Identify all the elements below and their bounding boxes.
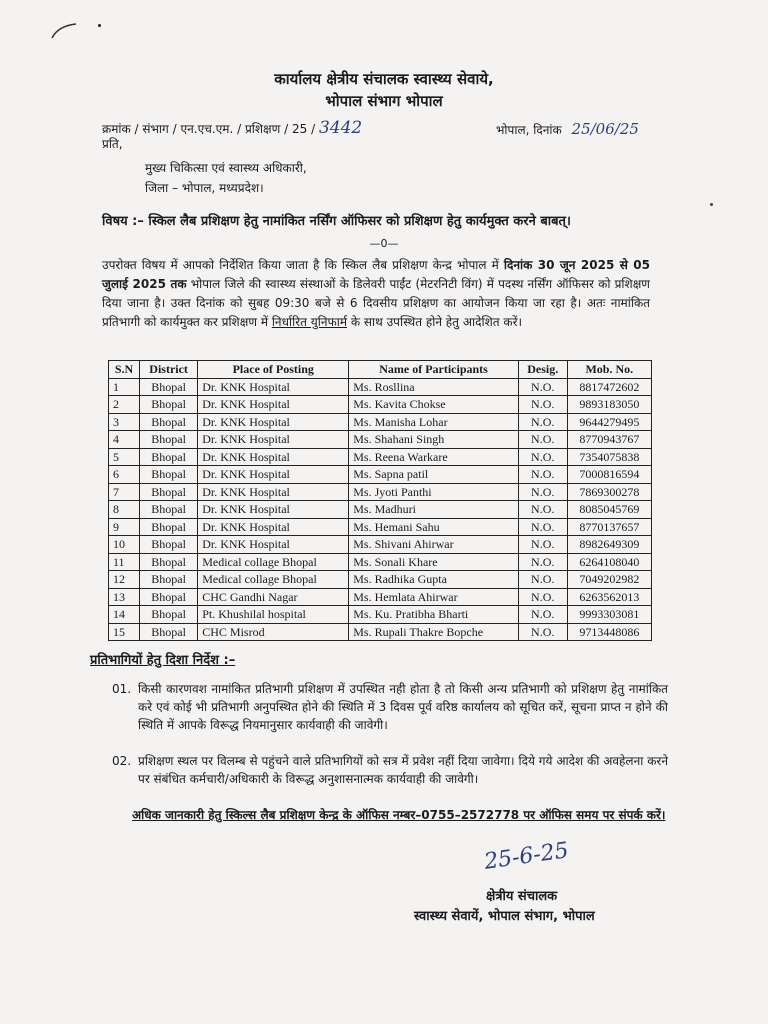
cell-name: Ms. Kavita Chokse: [349, 396, 519, 414]
date-label: भोपाल, दिनांक: [496, 123, 562, 137]
reference-prefix: क्रमांक / संभाग / एन.एच.एम. / प्रशिक्षण / 25 /: [102, 122, 316, 136]
cell-district: Bhopal: [140, 623, 198, 641]
table-row: [109, 483, 652, 501]
cell-desig: N.O.: [518, 606, 567, 624]
cell-desig: N.O.: [518, 501, 567, 519]
contact-note: अधिक जानकारी हेतु स्किल्स लैब प्रशिक्षण केन्द्र के ऑफिस नम्बर–0755–2572778 पर ऑफिस समय पर संपर्क करें।: [132, 808, 666, 822]
cell-desig: N.O.: [518, 396, 567, 414]
cell-sn: 12: [109, 571, 140, 589]
cell-desig: N.O.: [518, 553, 567, 571]
cell-sn: 10: [109, 536, 140, 554]
cell-sn: 2: [109, 396, 140, 414]
instruction-number: 01.: [112, 682, 132, 696]
cell-mobile: 6264108040: [567, 553, 651, 571]
cell-district: Bhopal: [140, 501, 198, 519]
addressee-line1: मुख्य चिकित्सा एवं स्वास्थ्य अधिकारी,: [145, 161, 307, 175]
date-line: [496, 120, 639, 138]
instruction-text: प्रशिक्षण स्थल पर विलम्ब से पहुंचने वाले प्रतिभागियों को सत्र में प्रवेश नहीं दिया जावेगा। दिये गये आदेश की अवहेलना करने पर संबंधित कर्मचारी/अधिकारी के विरूद्ध अनुशासनात्मक कार्यवाही की जावेगी।: [138, 754, 668, 786]
cell-district: Bhopal: [140, 518, 198, 536]
cell-mobile: 7869300278: [567, 483, 651, 501]
cell-name: Ms. Jyoti Panthi: [349, 483, 519, 501]
cell-sn: 8: [109, 501, 140, 519]
signatory-title: क्षेत्रीय संचालक: [486, 889, 558, 904]
cell-name: Ms. Ku. Pratibha Bharti: [349, 606, 519, 624]
cell-sn: 13: [109, 588, 140, 606]
cell-mobile: 7354075838: [567, 448, 651, 466]
cell-name: Ms. Rosllina: [349, 378, 519, 396]
body-part3: के साथ उपस्थित होने हेतु आदेशित करें।: [350, 315, 523, 329]
reference-line: [102, 118, 362, 138]
cell-district: Bhopal: [140, 588, 198, 606]
cell-district: Bhopal: [140, 413, 198, 431]
addressee-line2: जिला – भोपाल, मध्यप्रदेश।: [145, 181, 264, 195]
cell-mobile: 6263562013: [567, 588, 651, 606]
cell-desig: N.O.: [518, 518, 567, 536]
table-row: [109, 536, 652, 554]
instruction-number: 02.: [112, 754, 132, 768]
reference-number: 3442: [318, 118, 363, 138]
cell-district: Bhopal: [140, 553, 198, 571]
table-row: [109, 378, 652, 396]
table-row: [109, 466, 652, 484]
cell-place: Pt. Khushilal hospital: [198, 606, 349, 624]
cell-sn: 15: [109, 623, 140, 641]
cell-desig: N.O.: [518, 536, 567, 554]
cell-sn: 3: [109, 413, 140, 431]
table-row: [109, 413, 652, 431]
cell-mobile: 8770943767: [567, 431, 651, 449]
cell-mobile: 7000816594: [567, 466, 651, 484]
header-name: Name of Participants: [349, 361, 519, 379]
to-label: प्रति,: [102, 137, 123, 151]
header-mobile: Mob. No.: [567, 361, 651, 379]
cell-mobile: 9713448086: [567, 623, 651, 641]
cell-name: Ms. Shahani Singh: [349, 431, 519, 449]
body-dates: दिनांक 30 जून 2025 से 05 जुलाई 2025 तक: [102, 258, 650, 291]
cell-mobile: 9644279495: [567, 413, 651, 431]
table-row: [109, 448, 652, 466]
cell-desig: N.O.: [518, 413, 567, 431]
cell-place: Dr. KNK Hospital: [198, 466, 349, 484]
cell-district: Bhopal: [140, 536, 198, 554]
office-header-line2: भोपाल संभाग भोपाल: [325, 92, 443, 110]
cell-name: Ms. Shivani Ahirwar: [349, 536, 519, 554]
cell-place: Medical collage Bhopal: [198, 553, 349, 571]
cell-place: Dr. KNK Hospital: [198, 536, 349, 554]
table-row: [109, 518, 652, 536]
cell-place: Dr. KNK Hospital: [198, 518, 349, 536]
header-desig: Desig.: [518, 361, 567, 379]
cell-sn: 5: [109, 448, 140, 466]
cell-place: Dr. KNK Hospital: [198, 483, 349, 501]
cell-place: CHC Misrod: [198, 623, 349, 641]
table-row: [109, 431, 652, 449]
cell-mobile: 8982649309: [567, 536, 651, 554]
body-part2: भोपाल जिले की स्वास्थ्य संस्थाओं के डिलेवरी पाईंट (मेटरनिटी विंग) में पदस्थ नर्सिंग ऑफिसर को प्रशिक्षण दिया जाना है। उक्त दिनांक को सुबह 09:30 बजे से 6 दिवसीय प्रशिक्षण का आयोजन किया जा रहा है। अतः नामांकित प्रतिभागी को कार्यमुक्त कर प्रशिक्षण में: [102, 277, 650, 329]
cell-sn: 6: [109, 466, 140, 484]
ink-dot: [710, 203, 713, 206]
office-header-line1: कार्यालय क्षेत्रीय संचालक स्वास्थ्य सेवाये,: [274, 70, 494, 88]
instruction-item: [112, 752, 668, 788]
instructions-title: प्रतिभागियों हेतु दिशा निर्देश :–: [90, 653, 236, 668]
cell-district: Bhopal: [140, 606, 198, 624]
signature-handwritten: 25-6-25: [482, 838, 571, 875]
participants-table: [108, 360, 652, 641]
table-row: [109, 501, 652, 519]
cell-sn: 14: [109, 606, 140, 624]
cell-name: Ms. Rupali Thakre Bopche: [349, 623, 519, 641]
cell-desig: N.O.: [518, 571, 567, 589]
cell-place: Dr. KNK Hospital: [198, 501, 349, 519]
cell-place: Dr. KNK Hospital: [198, 431, 349, 449]
cell-place: Dr. KNK Hospital: [198, 378, 349, 396]
table-row: [109, 623, 652, 641]
cell-name: Ms. Hemlata Ahirwar: [349, 588, 519, 606]
cell-name: Ms. Hemani Sahu: [349, 518, 519, 536]
signatory-office: स्वास्थ्य सेवायें, भोपाल संभाग, भोपाल: [414, 909, 595, 924]
cell-district: Bhopal: [140, 396, 198, 414]
ink-dot: [98, 24, 101, 27]
cell-desig: N.O.: [518, 431, 567, 449]
cell-name: Ms. Sapna patil: [349, 466, 519, 484]
cell-name: Ms. Reena Warkare: [349, 448, 519, 466]
cell-sn: 11: [109, 553, 140, 571]
cell-name: Ms. Sonali Khare: [349, 553, 519, 571]
cell-place: CHC Gandhi Nagar: [198, 588, 349, 606]
cell-place: Dr. KNK Hospital: [198, 396, 349, 414]
pen-mark: [50, 20, 80, 42]
table-row: [109, 553, 652, 571]
cell-place: Medical collage Bhopal: [198, 571, 349, 589]
cell-mobile: 9993303081: [567, 606, 651, 624]
cell-mobile: 8770137657: [567, 518, 651, 536]
cell-district: Bhopal: [140, 431, 198, 449]
table-header-row: [109, 361, 652, 379]
cell-desig: N.O.: [518, 588, 567, 606]
body-uniform: निर्धारित युनिफार्म: [271, 315, 348, 329]
office-header: [0, 68, 768, 112]
header-place: Place of Posting: [198, 361, 349, 379]
cell-name: Ms. Manisha Lohar: [349, 413, 519, 431]
cell-sn: 7: [109, 483, 140, 501]
table-row: [109, 588, 652, 606]
subject-line: विषय :– स्किल लैब प्रशिक्षण हेतु नामांकित नर्सिंग ऑफिसर को प्रशिक्षण हेतु कार्यमुक्त करने बाबत्।: [102, 214, 571, 229]
cell-mobile: 9893183050: [567, 396, 651, 414]
table-row: [109, 606, 652, 624]
header-sn: S.N: [109, 361, 140, 379]
cell-district: Bhopal: [140, 571, 198, 589]
addressee: [145, 158, 307, 198]
header-district: District: [140, 361, 198, 379]
cell-sn: 9: [109, 518, 140, 536]
cell-mobile: 8085045769: [567, 501, 651, 519]
cell-mobile: 7049202982: [567, 571, 651, 589]
date-value: 25/06/25: [571, 120, 639, 138]
cell-mobile: 8817472602: [567, 378, 651, 396]
cell-sn: 1: [109, 378, 140, 396]
cell-district: Bhopal: [140, 466, 198, 484]
cell-district: Bhopal: [140, 378, 198, 396]
cell-desig: N.O.: [518, 623, 567, 641]
cell-desig: N.O.: [518, 378, 567, 396]
divider: —0—: [369, 237, 399, 250]
cell-name: Ms. Madhuri: [349, 501, 519, 519]
cell-desig: N.O.: [518, 466, 567, 484]
body-part1: उपरोक्त विषय में आपको निर्देशित किया जाता है कि स्किल लैब प्रशिक्षण केन्द्र भोपाल में: [102, 258, 499, 272]
cell-district: Bhopal: [140, 448, 198, 466]
body-paragraph: [102, 256, 650, 332]
cell-sn: 4: [109, 431, 140, 449]
cell-desig: N.O.: [518, 448, 567, 466]
cell-district: Bhopal: [140, 483, 198, 501]
instruction-text: किसी कारणवश नामांकित प्रतिभागी प्रशिक्षण में उपस्थित नही होता है तो किसी अन्य प्रतिभागी को प्रशिक्षण हेतु नामांकित करे एवं कोई भी प्रतिभागी अनुपस्थित होने की स्थिति में 3 दिवस पूर्व वरिष्ठ कार्यालय को सूचित करें, सूचना प्राप्त न होने की स्थिति में आपके विरूद्ध नियमानुसार कार्यवाही की जावेगी।: [138, 682, 668, 732]
cell-place: Dr. KNK Hospital: [198, 448, 349, 466]
cell-desig: N.O.: [518, 483, 567, 501]
table-row: [109, 396, 652, 414]
cell-name: Ms. Radhika Gupta: [349, 571, 519, 589]
instruction-item: [112, 680, 668, 734]
table-row: [109, 571, 652, 589]
cell-place: Dr. KNK Hospital: [198, 413, 349, 431]
